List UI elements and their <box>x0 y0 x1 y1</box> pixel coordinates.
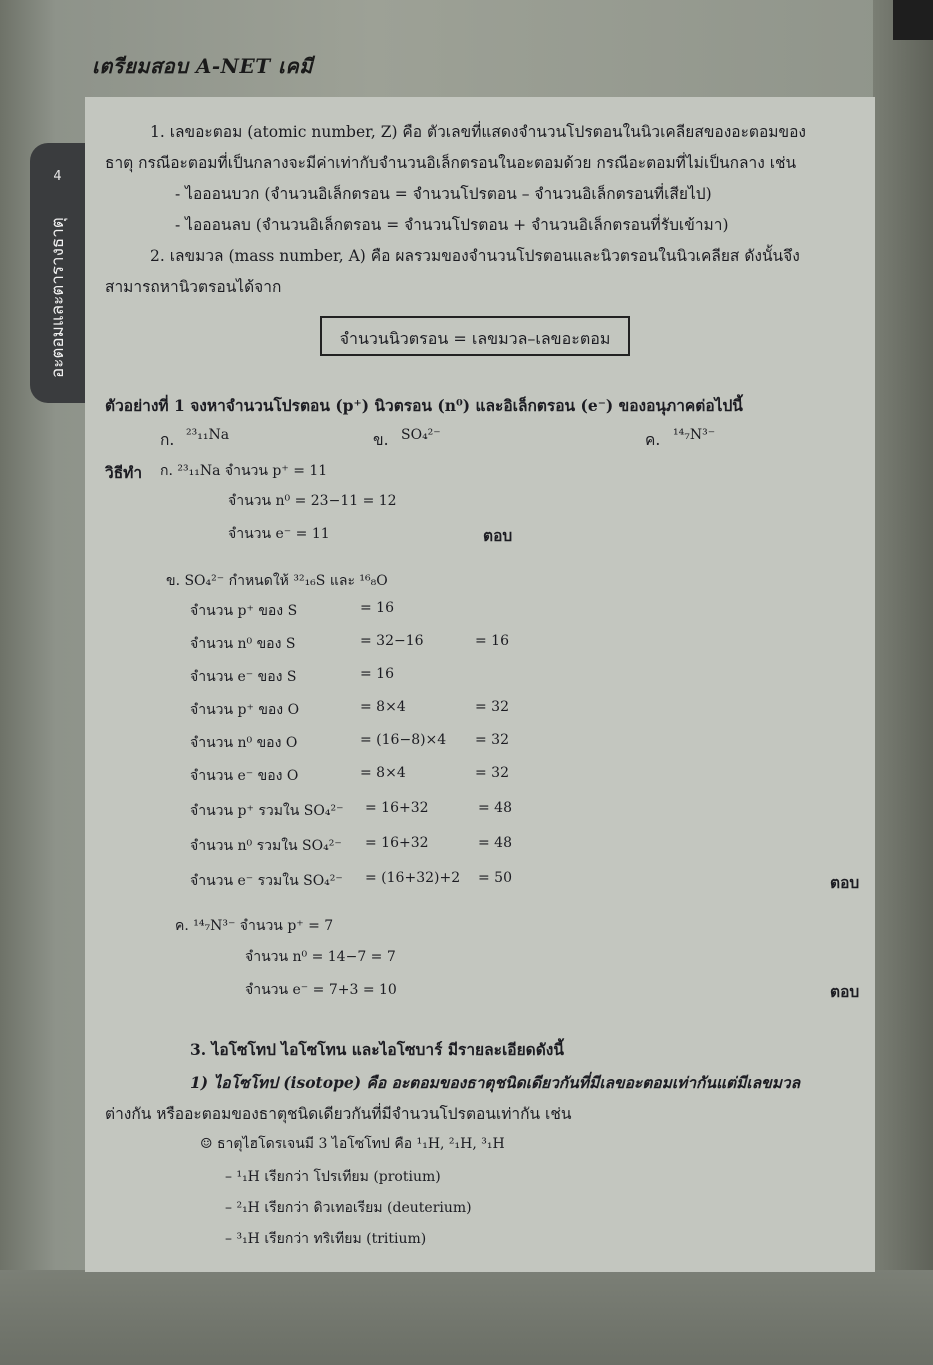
item-c-nitride: ¹⁴₇N³⁻ <box>673 427 716 443</box>
b-row-label: จำนวน e⁻ ของ O <box>190 768 299 784</box>
answer-a: ตอบ <box>483 526 513 545</box>
b-row-result: = 32 <box>475 699 509 715</box>
b-row-label: จำนวน p⁺ รวมใน SO₄²⁻ <box>190 803 344 819</box>
answer-b: ตอบ <box>830 873 860 892</box>
isotope-definition-line1: 1) ไอโซโทป (isotope) คือ อะตอมของธาตุชนิดเดียวกันที่มีเลขอะตอมเท่ากันแต่มีเลขมวล <box>190 1073 801 1092</box>
solution-a-neutrons: จำนวน n⁰ = 23−11 = 12 <box>228 493 397 509</box>
answer-c: ตอบ <box>830 982 860 1001</box>
b-row-label: จำนวน p⁺ ของ S <box>190 603 298 619</box>
solution-c-neutrons: จำนวน n⁰ = 14−7 = 7 <box>245 949 396 965</box>
anion-rule: - ไอออนลบ (จำนวนอิเล็กตรอน = จำนวนโปรตอน + จำนวนอิเล็กตรอนที่รับเข้ามา) <box>175 216 729 234</box>
deuterium-item: – ²₁H เรียกว่า ดิวเทอเรียม (deuterium) <box>225 1200 472 1216</box>
b-row-result: = 32 <box>475 765 509 781</box>
b-row-result: = 48 <box>478 835 512 851</box>
b-row-result: = 50 <box>478 870 512 886</box>
b-row-label: จำนวน e⁻ รวมใน SO₄²⁻ <box>190 873 343 889</box>
example1-heading: ตัวอย่างที่ 1 จงหาจำนวนโปรตอน (p⁺) นิวตรอน (n⁰) และอิเล็กตรอน (e⁻) ของอนุภาคต่อไปนี้ <box>105 396 743 415</box>
item-b-sulfate: SO₄²⁻ <box>401 427 441 443</box>
b-row-result: = 16 <box>475 633 509 649</box>
isotope-definition-line2: ต่างกัน หรืออะตอมของธาตุชนิดเดียวกันที่มีจำนวนโปรตอนเท่ากัน เช่น <box>105 1105 572 1123</box>
section2-line2: สามารถหานิวตรอนได้จาก <box>105 278 282 296</box>
b-row-label: จำนวน n⁰ ของ S <box>190 636 296 652</box>
b-row-label: จำนวน e⁻ ของ S <box>190 669 297 685</box>
solution-b-head: ข. SO₄²⁻ กำหนดให้ ³²₁₆S และ ¹⁶₈O <box>166 573 388 589</box>
page-corner <box>893 0 933 40</box>
cation-rule: - ไอออนบวก (จำนวนอิเล็กตรอน = จำนวนโปรตอน – จำนวนอิเล็กตรอนที่เสียไป) <box>175 185 712 203</box>
b-row-result: = 48 <box>478 800 512 816</box>
b-row-expr: = 16+32 <box>365 800 429 816</box>
hydrogen-isotopes: ☺ ธาตุไฮโดรเจนมี 3 ไอโซโทป คือ ¹₁H, ²₁H, ³₁H <box>200 1136 505 1152</box>
chapter-tab <box>30 143 85 403</box>
tritium-item: – ³₁H เรียกว่า ทริเทียม (tritium) <box>225 1231 427 1247</box>
section3-heading: 3. ไอโซโทป ไอโซโทน และไอโซบาร์ มีรายละเอียดดังนี้ <box>190 1040 564 1059</box>
item-c-label: ค. <box>645 431 661 449</box>
b-row-expr: = 16 <box>360 666 394 682</box>
b-row-label: จำนวน n⁰ รวมใน SO₄²⁻ <box>190 838 342 854</box>
item-a-label: ก. <box>160 431 175 449</box>
page-edge <box>873 0 933 1365</box>
b-row-expr: = 8×4 <box>360 765 406 781</box>
neutron-formula-box <box>320 316 630 356</box>
solution-a-electrons: จำนวน e⁻ = 11 <box>228 526 330 542</box>
solution-c-head: ค. ¹⁴₇N³⁻ จำนวน p⁺ = 7 <box>175 918 334 934</box>
section2-line1: 2. เลขมวล (mass number, A) คือ ผลรวมของจำนวนโปรตอนและนิวตรอนในนิวเคลียส ดังนั้นจึง <box>150 247 800 265</box>
item-b-label: ข. <box>373 431 389 449</box>
page-bottom-shadow <box>0 1270 933 1365</box>
neutron-formula: จำนวนนิวตรอน = เลขมวล–เลขอะตอม <box>339 329 611 348</box>
b-row-expr: = (16−8)×4 <box>360 732 447 748</box>
running-header: เตรียมสอบ A-NET เคมี <box>92 54 313 78</box>
solution-c-electrons: จำนวน e⁻ = 7+3 = 10 <box>245 982 397 998</box>
b-row-expr: = 32−16 <box>360 633 424 649</box>
b-row-label: จำนวน n⁰ ของ O <box>190 735 298 751</box>
item-a-sodium: ²³₁₁Na <box>186 427 230 443</box>
b-row-expr: = 16+32 <box>365 835 429 851</box>
chapter-label: อะตอมและตารางธาตุ <box>48 217 68 379</box>
b-row-expr: = (16+32)+2 <box>365 870 461 886</box>
b-row-expr: = 8×4 <box>360 699 406 715</box>
b-row-label: จำนวน p⁺ ของ O <box>190 702 300 718</box>
b-row-expr: = 16 <box>360 600 394 616</box>
solution-label: วิธีทำ <box>105 463 143 482</box>
page-number: 4 <box>53 169 62 184</box>
section1-line1: 1. เลขอะตอม (atomic number, Z) คือ ตัวเลขที่แสดงจำนวนโปรตอนในนิวเคลียสของอะตอมของ <box>150 123 806 141</box>
solution-a-head: ก. ²³₁₁Na จำนวน p⁺ = 11 <box>160 463 328 479</box>
b-row-result: = 32 <box>475 732 509 748</box>
protium-item: – ¹₁H เรียกว่า โปรเทียม (protium) <box>225 1169 441 1185</box>
section1-line2: ธาตุ กรณีอะตอมที่เป็นกลางจะมีค่าเท่ากับจำนวนอิเล็กตรอนในอะตอมด้วย กรณีอะตอมที่ไม่เป็นกลาง เช่น <box>105 154 797 172</box>
